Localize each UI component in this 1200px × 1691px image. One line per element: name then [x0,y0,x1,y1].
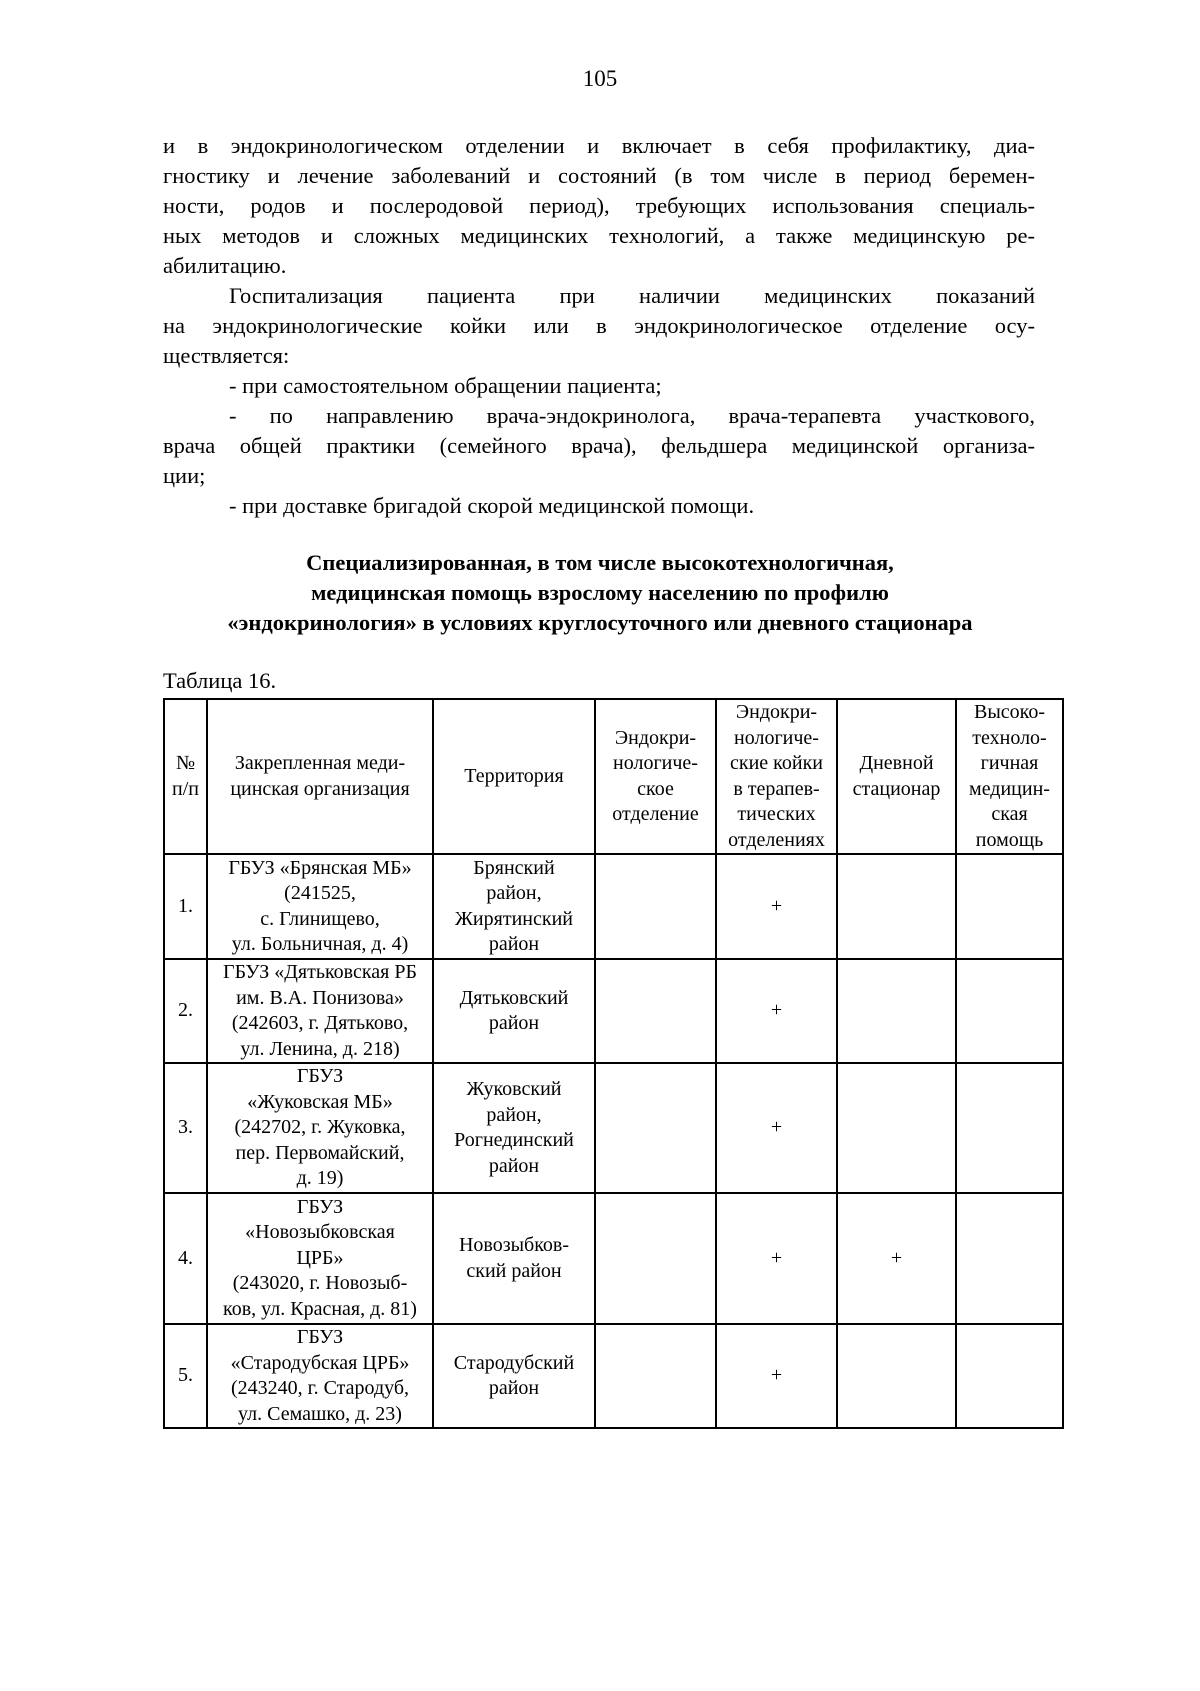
hospital-table [163,698,1064,1429]
org-line: (243240, г. Стародуб, [230,1377,410,1399]
org-line: (242702, г. Жуковка, [234,1116,406,1139]
cell-high-tech [956,1324,1063,1428]
cell-endo-beds: + [716,854,837,959]
cell-territory [433,1193,595,1324]
text-line: врача общей практики (семейного врача), фельдшера медицинской организа- [163,433,1035,458]
cell-endo-dept [595,1063,716,1193]
org-line: с. Глинищево, [260,907,380,930]
territory-line: Дятьковский [459,986,569,1009]
cell-number: 4. [164,1193,207,1324]
text-line: ности, родов и послеродовой период), требующих использования специаль- [163,193,1035,218]
territory-line: район [488,1012,540,1034]
territory-line: район [488,933,540,955]
cell-day-hospital [837,959,956,1063]
org-line: ГБУЗ «Дятьковская РБ [223,961,417,983]
org-line: д. 19) [296,1167,344,1190]
org-line: ул. Семашко, д. 23) [238,1402,402,1425]
text-line: ции; [163,463,206,488]
header-line: Высоко- [973,701,1045,723]
org-line: ул. Больничная, д. 4) [231,933,409,955]
cell-territory [433,1324,595,1428]
text-line: на эндокринологические койки или в эндокринологическое отделение осу- [163,313,1035,338]
cell-endo-beds: + [716,1324,837,1428]
header-line: № [175,752,196,774]
text-line: Госпитализация пациента при наличии медицинских показаний [229,283,1035,308]
header-line: Дневной [859,752,934,774]
cell-territory [433,854,595,959]
org-line: ков, ул. Красная, д. 81) [223,1297,417,1320]
cell-organization [207,1324,433,1428]
org-line: «Стародубская ЦРБ» [230,1351,410,1374]
cell-endo-dept [595,1324,716,1428]
paragraph [163,281,1035,371]
header-col-endo-dept [595,699,716,854]
text-line: - по направлению врача-эндокринолога, врача-терапевта участкового, [229,403,1035,428]
heading-line: медицинская помощь взрослому населению по профилю [311,580,889,605]
org-line: им. В.А. Понизова» [236,986,404,1009]
cell-organization [207,854,433,959]
cell-endo-dept [595,959,716,1063]
header-line: стационар [852,777,941,800]
cell-day-hospital [837,854,956,959]
territory-line: Новозыбков- [458,1234,570,1256]
page-number: 105 [582,66,618,91]
cell-number: 2. [164,959,207,1063]
body-text [163,131,1035,521]
header-col-territory [433,699,595,854]
paragraph [163,131,1035,281]
text-line: гностику и лечение заболеваний и состояний (в том числе в период беремен- [163,163,1035,188]
text-line: и в эндокринологическом отделении и включает в себя профилактику, диа- [163,133,1035,158]
header-line: медицин- [969,777,1050,800]
cell-number: 1. [164,854,207,959]
header-line: нологиче- [734,726,819,749]
org-line: ГБУЗ [296,1326,344,1348]
heading-line: «эндокринология» в условиях круглосуточного или дневного стационара [227,610,973,635]
header-line: отделениях [728,828,825,851]
header-line: п/п [172,777,199,800]
header-line: ская [991,803,1028,825]
cell-organization [207,1063,433,1193]
paragraph [163,401,1035,491]
org-line: ГБУЗ [296,1065,344,1088]
header-line: помощь [975,828,1044,851]
org-line: ул. Ленина, д. 218) [240,1037,400,1060]
territory-line: район [488,1377,540,1399]
cell-organization [207,1193,433,1324]
org-line: (243020, г. Новозыб- [232,1272,408,1295]
cell-organization [207,959,433,1063]
header-col-number [164,699,207,854]
cell-endo-beds: + [716,1193,837,1324]
table-row [164,854,1063,959]
text-line: ных методов и сложных медицинских технологий, а также медицинскую ре- [163,223,1035,248]
cell-number: 5. [164,1324,207,1428]
header-col-day-hospital [837,699,956,854]
cell-territory [433,959,595,1063]
territory-line: Жирятинский [455,907,573,930]
org-line: ЦРБ» [296,1246,344,1269]
org-line: (242603, г. Дятьково, [231,1012,409,1034]
org-line: ГБУЗ «Брянская МБ» [228,856,412,879]
org-line: пер. Первомайский, [235,1141,405,1164]
header-line: цинская организация [230,777,410,800]
org-line: ГБУЗ [296,1195,344,1218]
heading-line: Специализированная, в том числе высокотехнологичная, [306,550,894,575]
territory-line: район, [486,1103,542,1126]
header-line: Эндокри- [735,701,818,723]
cell-day-hospital [837,1324,956,1428]
header-line: ское [637,777,674,800]
cell-high-tech [956,1063,1063,1193]
cell-territory [433,1063,595,1193]
table-row [164,1324,1063,1428]
territory-line: Жуковский [466,1078,562,1100]
territory-line: Брянский [473,856,555,879]
cell-high-tech [956,854,1063,959]
header-line: Территория [464,764,564,787]
header-line: отделение [612,803,699,825]
territory-line: ский район [466,1259,562,1282]
table-row [164,959,1063,1063]
cell-day-hospital: + [837,1193,956,1324]
section-heading [150,548,1050,638]
table-row [164,1063,1063,1193]
cell-high-tech [956,959,1063,1063]
text-line: - при самостоятельном обращении пациента; [229,373,662,398]
territory-line: Рогнединский [454,1129,574,1151]
org-line: «Новозыбковская [245,1221,395,1244]
territory-line: Стародубский [453,1351,575,1374]
header-line: гичная [980,752,1039,774]
org-line: (241525, [284,882,356,904]
paragraph [163,371,1035,401]
cell-endo-beds: + [716,959,837,1063]
cell-high-tech [956,1193,1063,1324]
header-line: Эндокри- [614,726,697,749]
text-line: ществляется: [163,343,290,368]
cell-day-hospital [837,1063,956,1193]
text-line: - при доставке бригадой скорой медицинской помощи. [229,493,755,518]
header-line: в терапев- [733,777,820,800]
table-row [164,1193,1063,1324]
territory-line: район, [486,882,542,904]
org-line: «Жуковская МБ» [247,1090,393,1113]
table-caption: Таблица 16. [163,668,277,693]
header-line: Закреплeнная меди- [234,752,406,774]
cell-endo-dept [595,854,716,959]
header-col-endo-beds [716,699,837,854]
cell-endo-dept [595,1193,716,1324]
header-line: ские койки [730,752,823,774]
header-line: техноло- [972,726,1047,749]
paragraph [163,491,1035,521]
text-line: абилитацию. [163,253,287,278]
header-col-high-tech [956,699,1063,854]
cell-number: 3. [164,1063,207,1193]
header-line: нологиче- [613,752,698,774]
cell-endo-beds: + [716,1063,837,1193]
territory-line: район [488,1154,540,1177]
header-line: тических [737,803,816,825]
header-col-organization [207,699,433,854]
table-header-row [164,699,1063,854]
